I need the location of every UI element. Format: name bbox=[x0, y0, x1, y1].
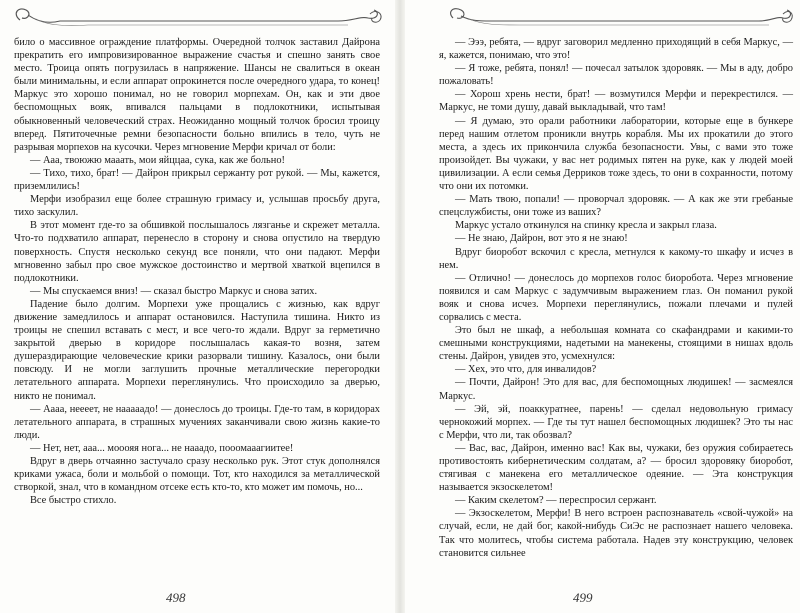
paragraph: Мерфи изобразил еще более страшную гримасу и, услышав просьбу друга, тихо заскулил. bbox=[14, 194, 380, 219]
paragraph: — Мать твою, попали! — проворчал здоровяк. — А как же эти гребаные спецслужбисты, они тоже из ваших? bbox=[439, 194, 793, 219]
paragraph: — Эй, эй, поаккуратнее, парень! — сделал недовольную гримасу чернокожий морпех. — Где ты тут нашел беспомощных людишек? Это ты нас с Мерфи, что ли, так обозвал? bbox=[439, 403, 793, 441]
paragraph: — Хорош хрень нести, брат! — возмутился Мерфи и перекрестился. — Маркус, не томи душу, давай выкладывай, что там! bbox=[439, 89, 793, 114]
book-gutter bbox=[395, 0, 405, 613]
paragraph: — Хех, это что, для инвалидов? bbox=[455, 364, 597, 376]
left-page bbox=[0, 0, 395, 613]
paragraph: — Каким скелетом? — переспросил сержант. bbox=[455, 495, 657, 507]
paragraph: — Нет, нет, ааа... мооояя нога... не нааадо, пооомааагиитее! bbox=[30, 442, 294, 454]
paragraph: — Тихо, тихо, брат! — Дайрон прикрыл сержанту рот рукой. — Мы, кажется, приземлились! bbox=[14, 167, 380, 193]
right-page-number: 499 bbox=[573, 590, 593, 605]
paragraph: — Мы спускаемся вниз! — сказал быстро Маркус и снова затих. bbox=[30, 285, 318, 297]
paragraph: — Эээ, ребята, — вдруг заговорил медленно приходящий в себя Маркус, — я, кажется, понимаю, что это! bbox=[439, 37, 793, 62]
paragraph: Все быстро стихло. bbox=[30, 495, 117, 507]
paragraph: В этот момент где-то за обшивкой послышалось лязганье и скрежет металла. Что-то подхватило аппарат, перенесло в сторону и снова опустило на твердую поверхность. Спустя несколько секунд все поняли, что они падают. Мерфи мгновенно забыл про свое мужское достоинство и мертвой хваткой вцепился в подлокотники. bbox=[14, 220, 380, 284]
right-page-text bbox=[439, 36, 793, 560]
paragraph: — Не знаю, Дайрон, вот это я не знаю! bbox=[455, 233, 628, 245]
flourish-icon bbox=[8, 4, 388, 34]
left-ornament bbox=[8, 4, 388, 34]
paragraph: — Ааа, твоюжю мааать, мои яйццаа, сука, как же больно! bbox=[30, 154, 285, 166]
right-ornament bbox=[439, 4, 795, 34]
paragraph: — Отлично! — донеслось до морпехов голос биоробота. Через мгновение появился и сам Маркус с задумчивым выражением глаз. Он поманил рукой вояк и снова исчез. Морпехи переглянулись, пожали плечами и пулей сорвались с места. bbox=[439, 272, 793, 323]
paragraph: Вдруг в дверь отчаянно застучало сразу несколько рук. Этот стук дополнялся криками ужаса, боли и мольбой о помощи. Тот, кто находился за металлической створкой, знал, что в командном отсеке есть кто-то, кто может им помочь, но... bbox=[14, 456, 380, 494]
left-page-number: 498 bbox=[166, 590, 186, 605]
paragraph: — Почти, Дайрон! Это для вас, для беспомощных людишек! — засмеялся Маркус. bbox=[439, 377, 793, 402]
paragraph: — Я думаю, это орали работники лаборатории, которые еще в бункере перед нашим отлетом проникли внутрь корабля. Мы их прокатили до этого места, а здесь их прикончила служба безопасности. Увы, с вами это тоже произойдет. Вы чужаки, у вас нет родимых пятен на руке, как у людей моей цивилизации. А если семья Дерриков тоже здесь, то они в сохранности, потому что они их потомки. bbox=[439, 115, 793, 193]
paragraph: — Экзоскелетом, Мерфи! В него встроен распознаватель «свой-чужой» на случай, если, не дай бог, какой-нибудь СиЭс не распознает нашего человека. Так что молитесь, чтобы система работала. Надев эту конструкцию, человек становится сильнее bbox=[439, 508, 793, 559]
left-page-text bbox=[14, 36, 380, 507]
paragraph: — Вас, вас, Дайрон, именно вас! Как вы, чужаки, без оружия собираетесь противостоять кибернетическим солдатам, а? — бросил здоровяку биоробот, стягивая с манекена его металлическое одеяние. — Эта конструкция называется экзоскелетом! bbox=[439, 442, 793, 494]
paragraph: — Аааа, нееeeт, не нааааадо! — донеслось до троицы. Где-то там, в коридорах летательного аппарата, в страшных мучениях заканчивали свою жизнь какие-то люди. bbox=[14, 403, 380, 441]
paragraph: — Я тоже, ребята, понял! — почесал затылок здоровяк. — Мы в аду, добро пожаловать! bbox=[439, 63, 793, 88]
paragraph: било о массивное ограждение платформы. Очередной толчок заставил Дайрона прекратить его импровизированное выражение счастья и спешно занять свое место. Троица опять погрузилась в напряжение. Шансы не свалиться в океан были минимальны, и если аппарат опрокинется после очередного удара, то конец! Маркус это хорошо понимал, но не говорил морпехам. Он, как и эти двое беспомощных вояк, впивался пальцами в подлокотники, испытывая обыкновенный человеческий страх. Неожиданно мощный толчок бросил троицу вперед. Пятиточечные ремни безопасности больно впились в тело, чуть не разрывая морпехов на кусочки. Через мгновение Мерфи кричал от боли: bbox=[14, 37, 380, 153]
right-page bbox=[405, 0, 800, 613]
paragraph: Это был не шкаф, а небольшая комната со скафандрами и какими-то смешными конструкциями, надетыми на манекены, стоящими в нишах вдоль стены. Дайрон, увидев это, усмехнулся: bbox=[439, 325, 793, 363]
paragraph: Вдруг биоробот вскочил с кресла, метнулся к какому-то шкафу и исчез в нем. bbox=[439, 246, 793, 271]
flourish-icon bbox=[439, 4, 795, 34]
paragraph: Маркус устало откинулся на спинку кресла и закрыл глаза. bbox=[455, 220, 717, 232]
paragraph: Падение было долгим. Морпехи уже прощались с жизнью, как вдруг движение замедлилось и аппарат остановился. Наступила тишина. Никто из троицы не спешил вставать с мест, и все чего-то ждали. Вдруг за герметично закрытой дверью в коридоре послышалась какая-то возня, затем душераздирающие человеческие крики разорвали тишину. Казалось, они были повсюду. И не могли заглушить прочные металлические перегородки летательного аппарата. Морпехи переглянулись. Что происходило за дверью, никто не понимал. bbox=[14, 298, 380, 402]
